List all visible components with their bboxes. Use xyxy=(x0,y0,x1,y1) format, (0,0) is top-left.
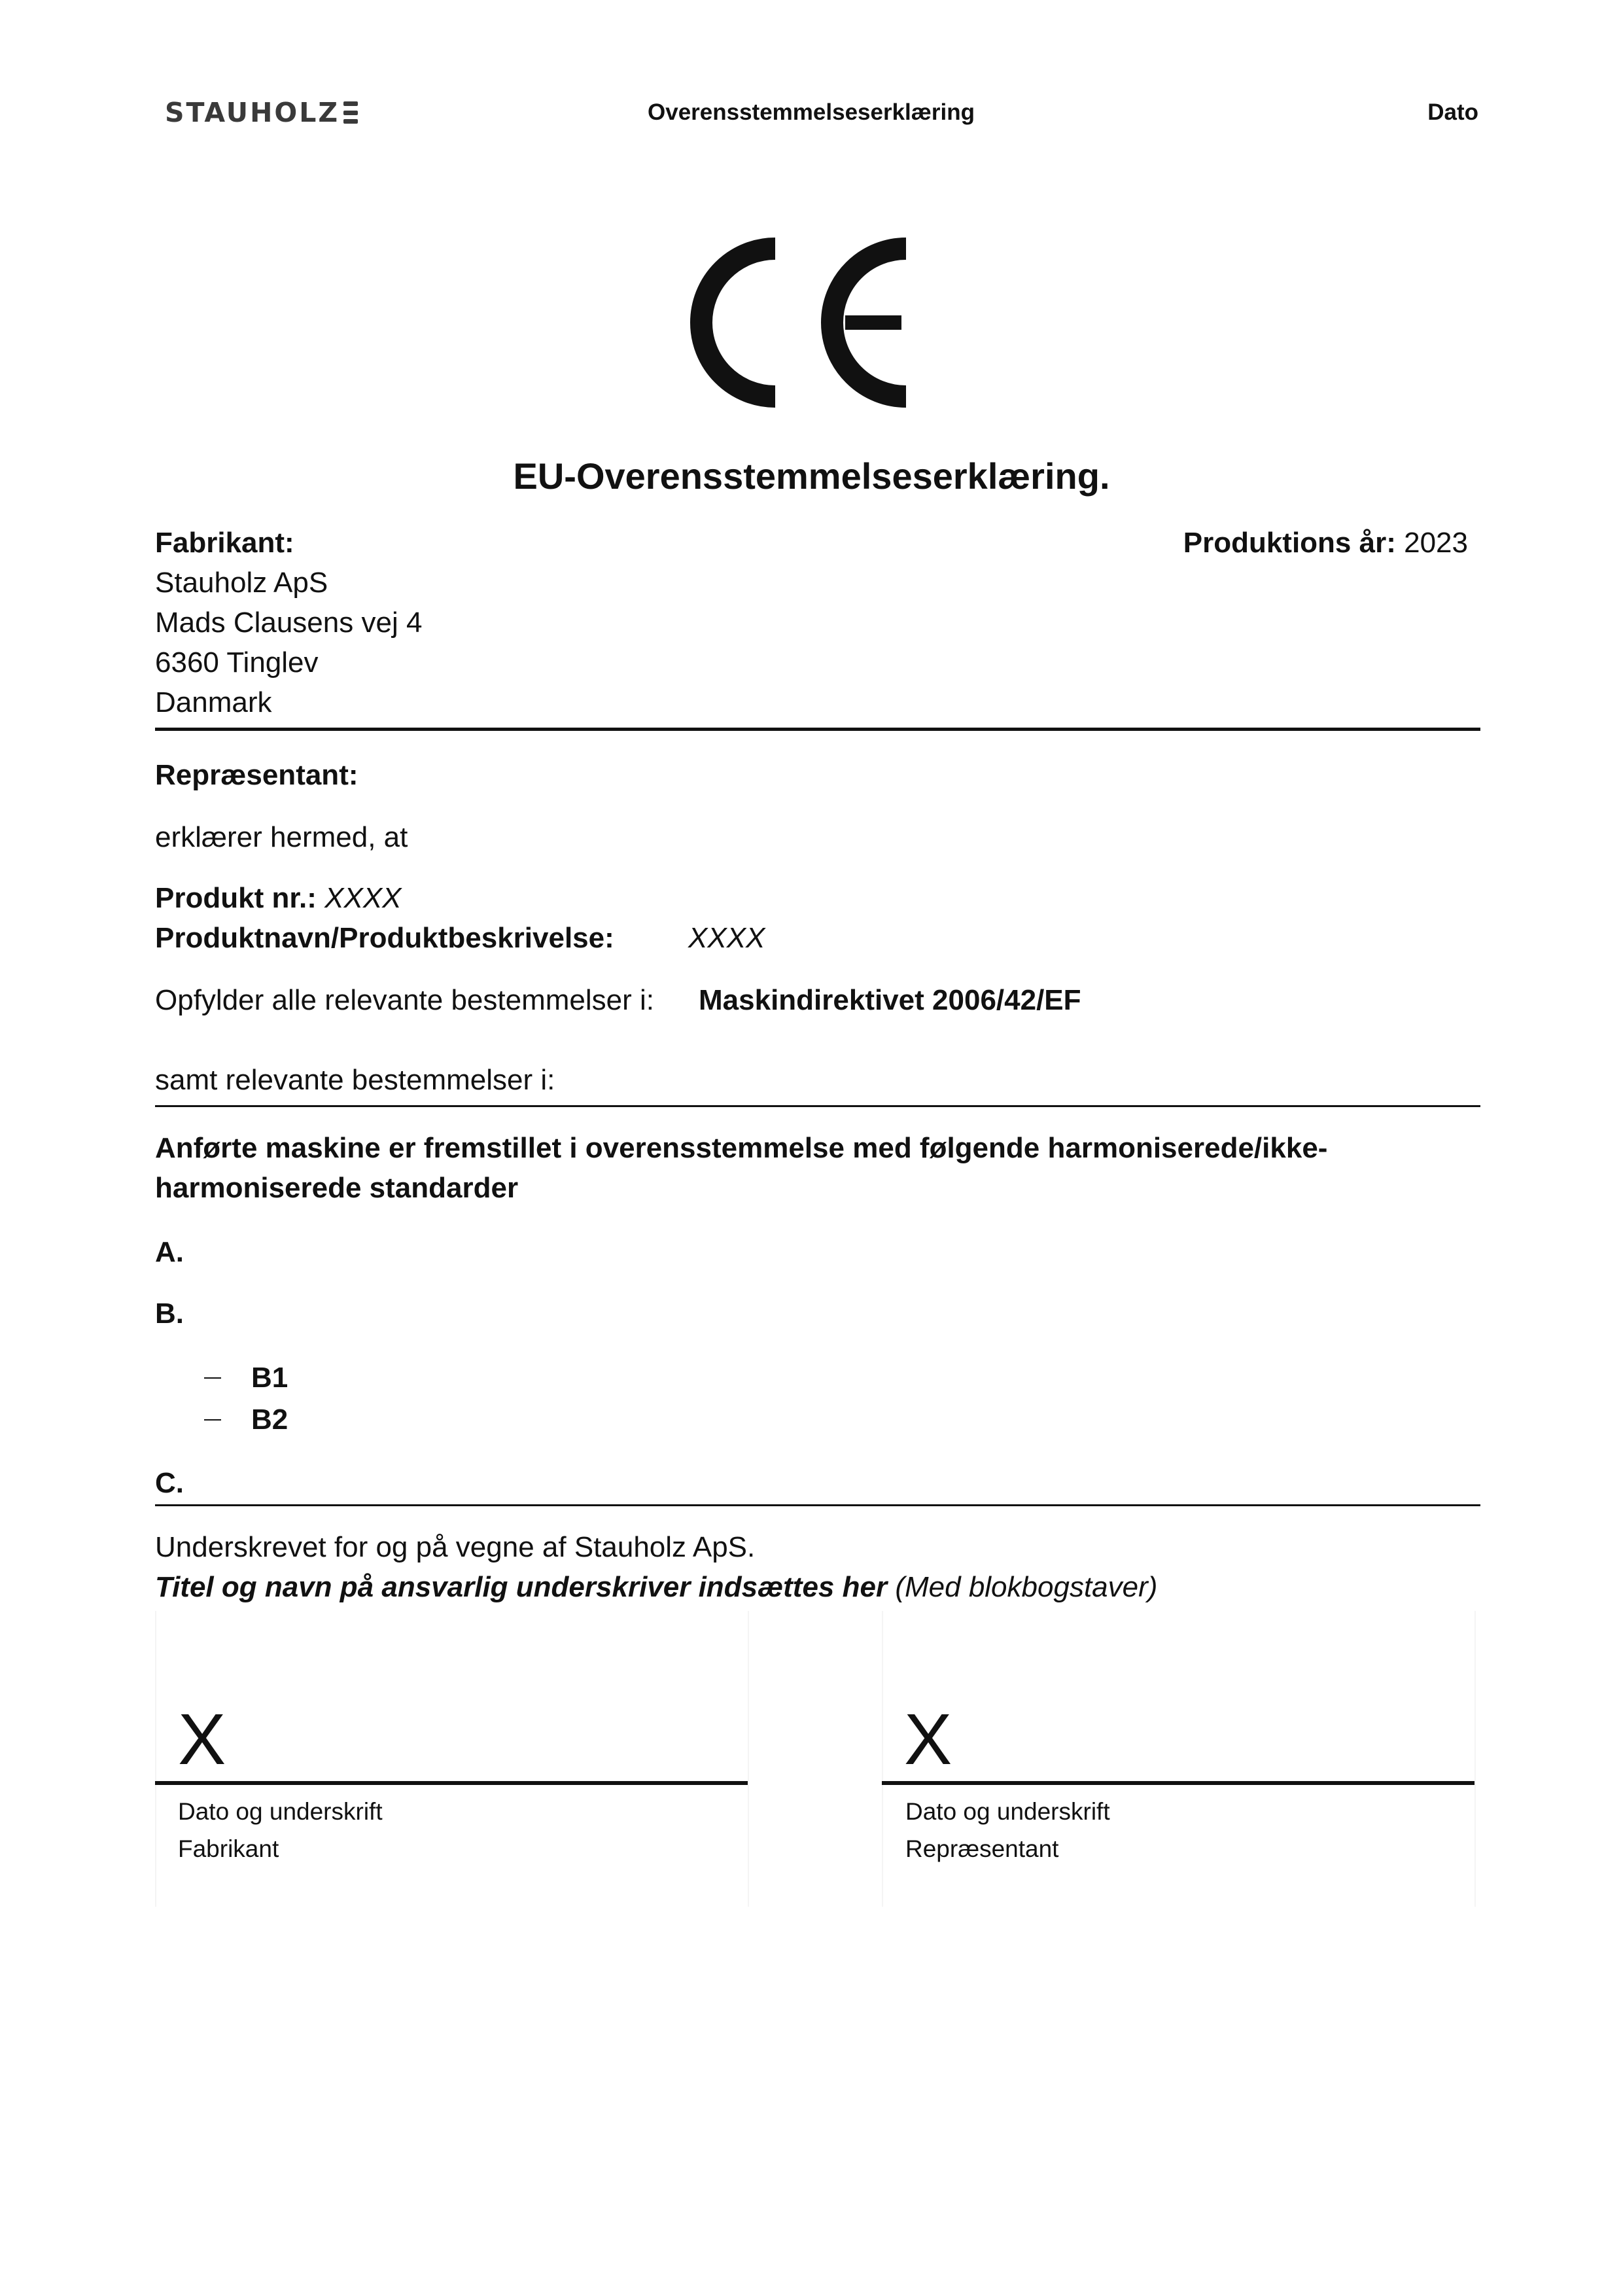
divider xyxy=(155,728,1480,731)
manufacturer-street: Mads Clausens vej 4 xyxy=(155,607,423,639)
logo-text: STAUHOLZ xyxy=(165,97,340,128)
manufacturer-name: Stauholz ApS xyxy=(155,567,328,599)
signature-mark-manufacturer: X xyxy=(178,1699,226,1780)
signer-title-instruction: Titel og navn på ansvarlig underskriver indsættes her xyxy=(155,1571,888,1603)
production-year-label: Produktions år: xyxy=(1183,527,1396,559)
product-name-label: Produktnavn/Produktbeskrivelse: xyxy=(155,922,614,954)
standard-b1 xyxy=(204,1362,288,1394)
signature-role-representative: Repræsentant xyxy=(905,1835,1059,1862)
product-number-label: Produkt nr.: xyxy=(155,882,317,914)
compliance-text: Opfylder alle relevante bestemmelser i: xyxy=(155,984,654,1016)
manufacturer-country: Danmark xyxy=(155,686,272,718)
declaration-text: erklærer hermed, at xyxy=(155,821,408,853)
block-letters-note: (Med blokbogstaver) xyxy=(895,1571,1158,1603)
standards-heading-line2: harmoniserede standarder xyxy=(155,1172,519,1204)
signoff-instruction xyxy=(155,1571,1157,1604)
logo-stripes-icon xyxy=(343,101,358,124)
divider xyxy=(155,1504,1480,1506)
standard-a: A. xyxy=(155,1236,184,1268)
manufacturer-city: 6360 Tinglev xyxy=(155,646,319,679)
header-title: Overensstemmelseserklæring xyxy=(648,99,975,125)
ce-mark-icon xyxy=(674,237,916,408)
company-logo xyxy=(165,97,358,128)
product-number-value: XXXX xyxy=(324,882,402,914)
standard-b: B. xyxy=(155,1298,184,1330)
standards-heading-line1: Anførte maskine er fremstillet i overensstemmelse med følgende harmoniserede/ikke- xyxy=(155,1132,1328,1164)
dash-icon xyxy=(204,1377,221,1379)
directive-name: Maskindirektivet 2006/42/EF xyxy=(699,984,1081,1016)
dash-icon xyxy=(204,1419,221,1421)
divider xyxy=(155,1105,1480,1107)
production-year-value: 2023 xyxy=(1404,527,1468,559)
signoff-statement: Underskrevet for og på vegne af Stauholz ApS. xyxy=(155,1531,756,1563)
header-date-label: Dato xyxy=(1427,99,1478,125)
signature-line-representative[interactable] xyxy=(882,1781,1475,1785)
representative-label: Repræsentant: xyxy=(155,759,358,791)
standard-b2 xyxy=(204,1404,288,1436)
standard-b2-label: B2 xyxy=(251,1404,288,1436)
standard-b1-label: B1 xyxy=(251,1362,288,1394)
production-year xyxy=(1183,527,1468,559)
signature-line-manufacturer[interactable] xyxy=(155,1781,748,1785)
signature-role-manufacturer: Fabrikant xyxy=(178,1835,279,1862)
page-title: EU-Overensstemmelseserklæring. xyxy=(513,455,1110,497)
additional-provisions: samt relevante bestemmelser i: xyxy=(155,1064,555,1096)
signature-caption-representative: Dato og underskrift xyxy=(905,1798,1110,1825)
manufacturer-label: Fabrikant: xyxy=(155,527,294,559)
product-number xyxy=(155,882,402,915)
product-name-value: XXXX xyxy=(688,922,765,954)
signature-caption-manufacturer: Dato og underskrift xyxy=(178,1798,383,1825)
signature-mark-representative: X xyxy=(904,1699,952,1780)
standard-c: C. xyxy=(155,1467,184,1499)
